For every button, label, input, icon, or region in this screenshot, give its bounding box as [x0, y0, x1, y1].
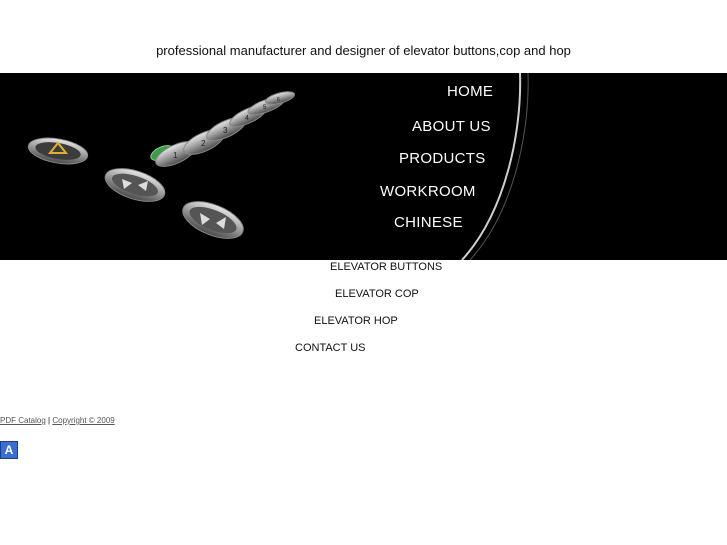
svg-text:6: 6 [277, 97, 280, 103]
bell-button-graphic [26, 134, 89, 168]
svg-text:5: 5 [263, 105, 267, 111]
footer [0, 416, 115, 425]
footer-separator: | [48, 416, 51, 425]
nav-chinese[interactable]: CHINESE [394, 214, 463, 231]
pdf-catalog-link[interactable]: PDF Catalog [0, 416, 46, 425]
door-open-button-graphic [101, 162, 169, 208]
link-elevator-cop[interactable]: ELEVATOR COP [335, 288, 419, 300]
link-elevator-buttons[interactable]: ELEVATOR BUTTONS [330, 261, 443, 273]
copyright-link[interactable]: Copyright © 2009 [52, 416, 115, 425]
svg-text:2: 2 [201, 139, 206, 148]
nav-workroom[interactable]: WORKROOM [380, 183, 476, 200]
elevator-buttons-graphic [0, 73, 727, 260]
tagline: professional manufacturer and designer of elevator buttons,cop and hop [156, 43, 571, 58]
svg-text:3: 3 [223, 126, 228, 135]
accessibility-icon[interactable]: A [0, 441, 18, 459]
nav-home[interactable]: HOME [447, 83, 494, 100]
nav-about-us[interactable]: ABOUT US [412, 118, 491, 135]
svg-text:4: 4 [245, 115, 249, 122]
nav-products[interactable]: PRODUCTS [399, 150, 486, 167]
link-elevator-hop[interactable]: ELEVATOR HOP [314, 315, 398, 327]
floor-buttons-graphic [149, 89, 296, 171]
door-close-button-graphic [178, 194, 249, 246]
svg-text:1: 1 [173, 151, 178, 160]
link-contact-us[interactable]: CONTACT US [295, 342, 366, 354]
header-banner [0, 73, 727, 260]
